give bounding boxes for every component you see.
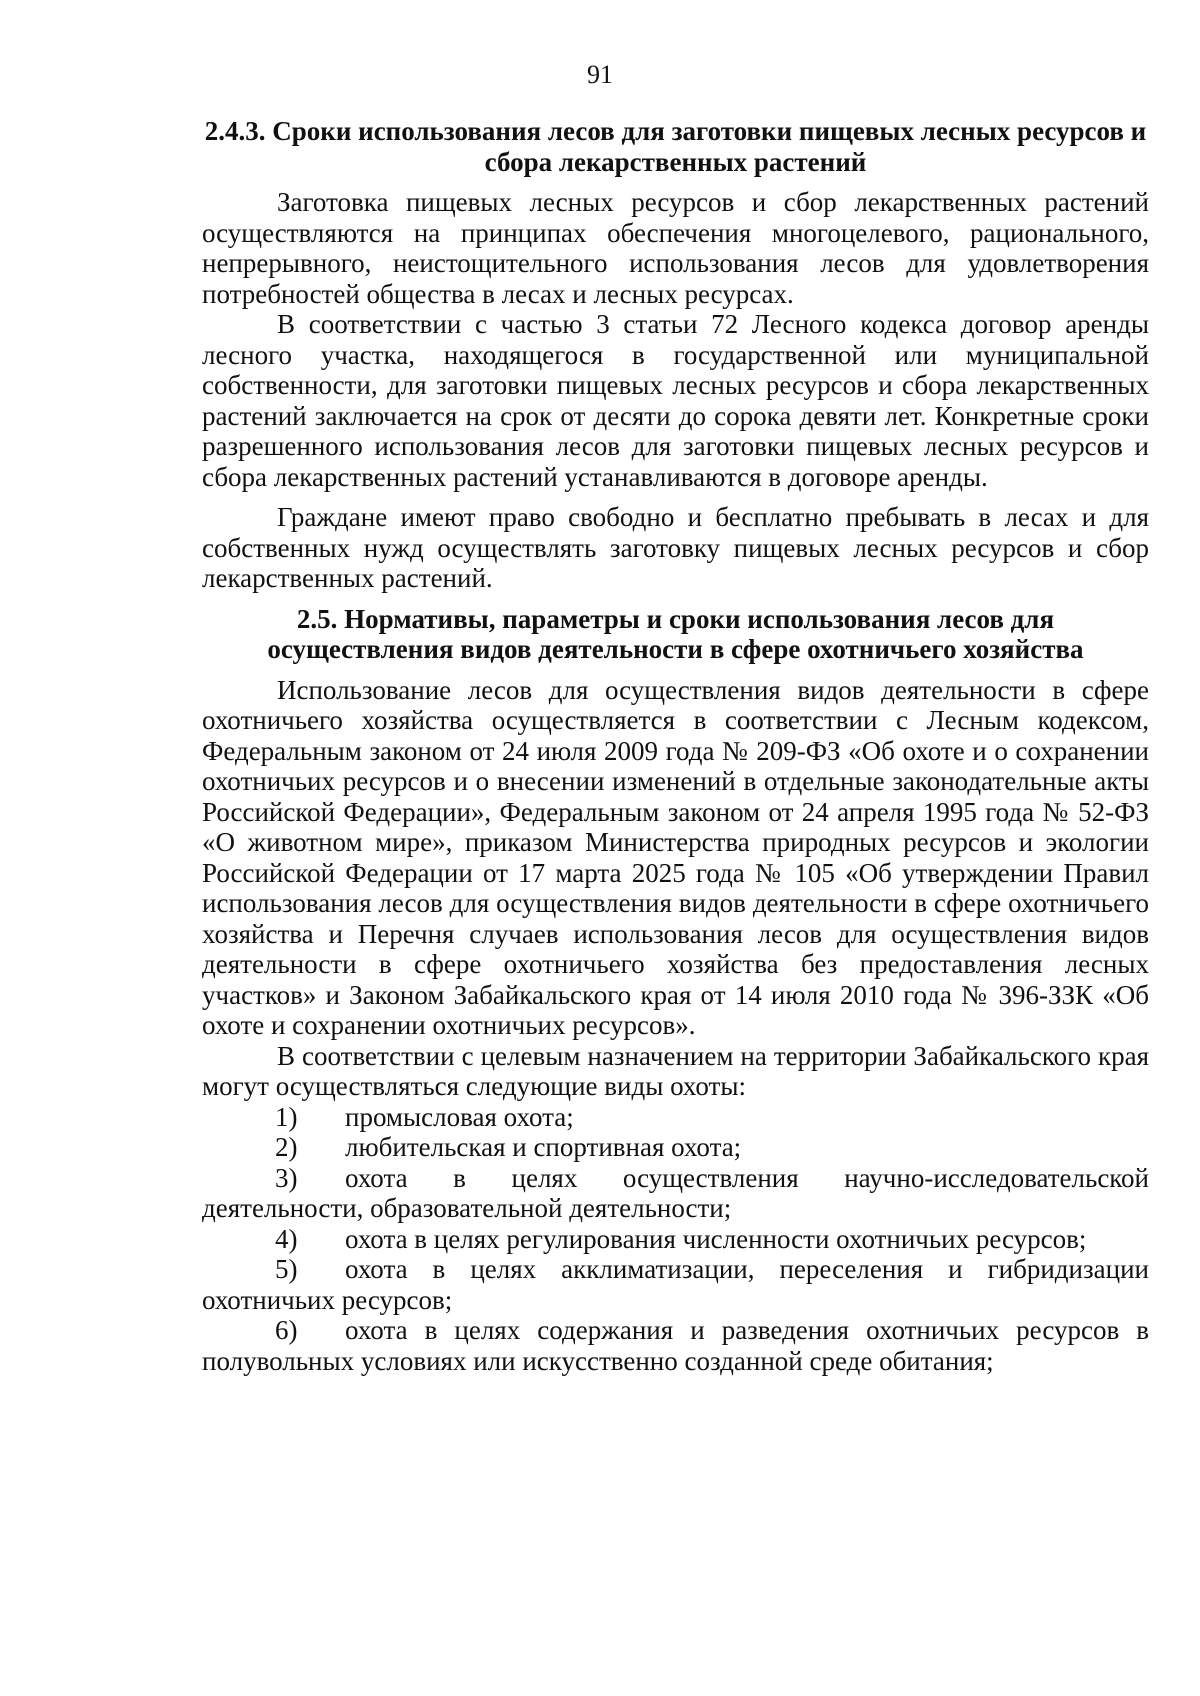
list-item <box>202 1163 1149 1224</box>
list-item-text: любительская и спортивная охота; <box>345 1132 742 1162</box>
section-2-5-title: 2.5. Нормативы, параметры и сроки использования лесов для осуществления видов деятельности в сфере охотничьего хозяйства <box>267 603 1084 664</box>
section-2-4-3-paragraph-2: В соответствии с частью 3 статьи 72 Лесного кодекса договор аренды лесного участка, находящегося в государственной или муниципальной собственности, для заготовки пищевых лесных ресурсов и сбора лекарственных растений заключается на срок от десяти до сорока девяти лет. Конкретные сроки разрешенного использования лесов для заготовки пищевых лесных ресурсов и сбора лекарственных растений устанавливаются в договоре аренды. <box>202 309 1149 492</box>
list-item <box>202 1315 1149 1376</box>
list-item-text: охота в целях регулирования численности охотничьих ресурсов; <box>345 1223 1087 1254</box>
list-item-text: охота в целях акклиматизации, переселения и гибридизации охотничьих ресурсов; <box>202 1254 1149 1315</box>
page-number: 91 <box>587 60 613 89</box>
list-item <box>202 1254 1149 1315</box>
list-item-number: 3) <box>275 1162 298 1193</box>
page-content <box>202 116 1149 1376</box>
section-2-4-3-title: 2.4.3. Сроки использования лесов для заготовки пищевых лесных ресурсов и сбора лекарственных растений <box>204 116 1147 177</box>
section-2-5-paragraph-1: Использование лесов для осуществления видов деятельности в сфере охотничьего хозяйства осуществляется в соответствии с Лесным кодексом, Федеральным законом от 24 июля 2009 года № 209-ФЗ «Об охоте и о сохранении охотничьих ресурсов и о внесении изменений в отдельные законодательные акты Российской Федерации», Федеральным законом от 24 апреля 1995 года № 52-ФЗ «О животном мире», приказом Министерства природных ресурсов и экологии Российской Федерации от 17 марта 2025 года № 105 «Об утверждении Правил использования лесов для осуществления видов деятельности в сфере охотничьего хозяйства и Перечня случаев использования лесов для осуществления видов деятельности в сфере охотничьего хозяйства без предоставления лесных участков» и Законом Забайкальского края от 14 июля 2010 года № 396-ЗЗК «Об охоте и сохранении охотничьих ресурсов». <box>202 674 1149 1040</box>
list-item-number: 2) <box>275 1132 298 1162</box>
list-item-number: 4) <box>275 1223 298 1254</box>
list-item <box>202 1224 1149 1255</box>
list-item <box>202 1102 1149 1133</box>
list-item-number: 1) <box>275 1101 298 1132</box>
list-item-text: промысловая охота; <box>345 1101 574 1132</box>
list-item-text: охота в целях осуществления научно-исследовательской деятельности, образовательной деятельности; <box>202 1162 1149 1223</box>
section-2-4-3-paragraph-3: Граждане имеют право свободно и бесплатно пребывать в лесах и для собственных нужд осуществлять заготовку пищевых лесных ресурсов и сбор лекарственных растений. <box>202 502 1149 593</box>
list-item <box>202 1132 1149 1163</box>
section-2-4-3-paragraph-1: Заготовка пищевых лесных ресурсов и сбор лекарственных растений осуществляются на принципах обеспечения многоцелевого, рационального, непрерывного, неистощительного использования лесов для удовлетворения потребностей общества в лесах и лесных ресурсах. <box>202 187 1149 309</box>
list-item-text: охота в целях содержания и разведения охотничьих ресурсов в полувольных условиях или искусственно созданной среде обитания; <box>202 1315 1149 1376</box>
list-item-number: 5) <box>275 1254 298 1284</box>
hunting-types-list <box>202 1102 1149 1377</box>
section-2-5-paragraph-2: В соответствии с целевым назначением на территории Забайкальского края могут осуществляться следующие виды охоты: <box>202 1040 1149 1101</box>
list-item-number: 6) <box>275 1315 298 1345</box>
